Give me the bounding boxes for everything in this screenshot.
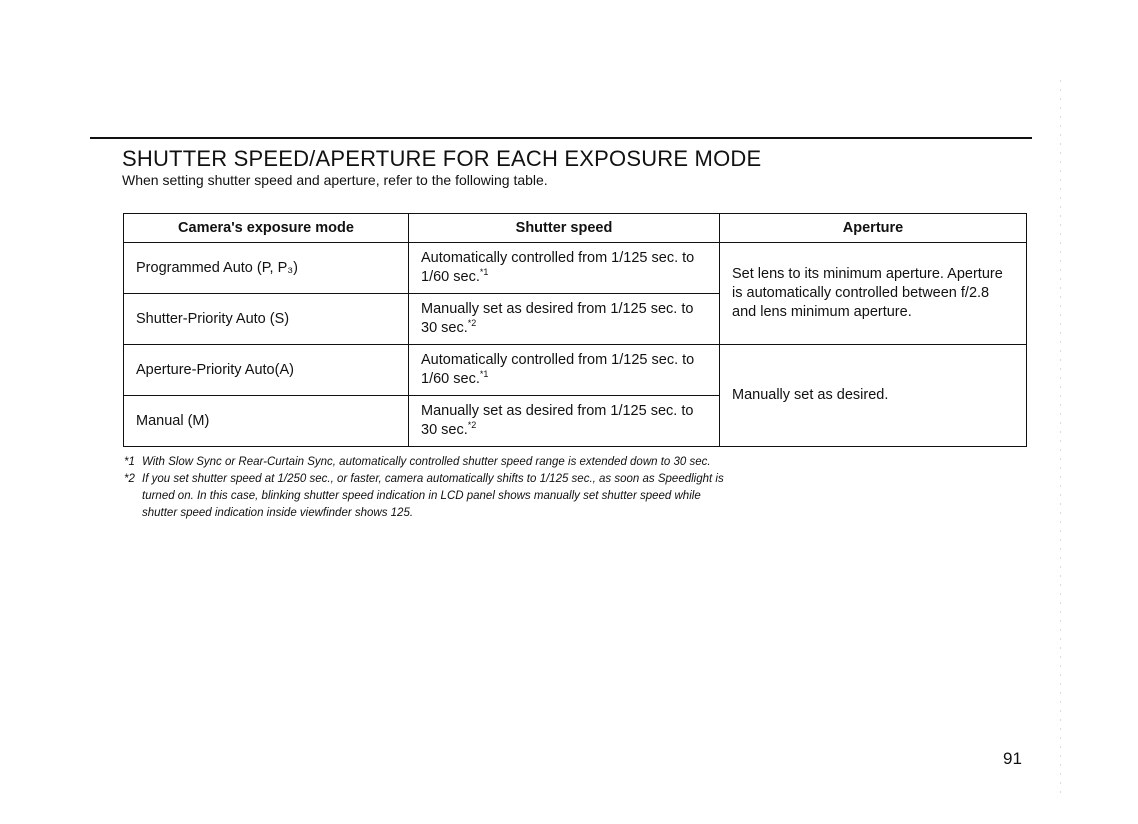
footnote <box>124 454 724 471</box>
header-mode: Camera's exposure mode <box>124 214 409 243</box>
page-subtitle: When setting shutter speed and aperture, refer to the following table. <box>122 172 548 188</box>
header-aperture: Aperture <box>720 214 1027 243</box>
footnote-ref: *1 <box>479 369 489 380</box>
shutter-cell <box>409 294 720 345</box>
shutter-cell <box>409 345 720 396</box>
shutter-cell <box>409 396 720 447</box>
footnote-mark: *2 <box>124 473 135 485</box>
exposure-mode-table <box>123 213 1027 447</box>
mode-cell: Shutter-Priority Auto (S) <box>124 294 409 345</box>
footnote-ref: *1 <box>479 267 489 278</box>
header-rule <box>90 137 1032 139</box>
shutter-text: Manually set as desired from 1/125 sec. to 30 sec. <box>421 301 694 336</box>
table-header-row <box>124 214 1027 243</box>
footnote-mark: *1 <box>124 456 135 468</box>
footnote-ref: *2 <box>467 318 477 329</box>
page-edge <box>1060 80 1061 800</box>
page-title: SHUTTER SPEED/APERTURE FOR EACH EXPOSURE MODE <box>122 146 762 171</box>
aperture-cell: Set lens to its minimum aperture. Aperture is automatically controlled between f/2.8 and lens minimum aperture. <box>720 243 1027 345</box>
footnote-ref: *2 <box>467 420 477 431</box>
shutter-cell <box>409 243 720 294</box>
shutter-text: Automatically controlled from 1/125 sec. to 1/60 sec. <box>421 352 695 387</box>
mode-cell: Programmed Auto (P, P₃) <box>124 243 409 294</box>
footnote <box>124 471 724 522</box>
page-number: 91 <box>1003 749 1022 768</box>
aperture-cell: Manually set as desired. <box>720 345 1027 447</box>
footnote-text: If you set shutter speed at 1/250 sec., or faster, camera automatically shifts to 1/125 sec., as soon as Speedlight is turned on. In this case, blinking shutter speed indication in LCD panel shows manually set shutter speed while shutter speed indication inside viewfinder shows 125. <box>142 473 724 519</box>
table-row <box>124 345 1027 396</box>
footnote-text: With Slow Sync or Rear-Curtain Sync, automatically controlled shutter speed range is extended down to 30 sec. <box>142 456 711 468</box>
shutter-text: Automatically controlled from 1/125 sec. to 1/60 sec. <box>421 250 695 285</box>
mode-cell: Manual (M) <box>124 396 409 447</box>
header-shutter: Shutter speed <box>409 214 720 243</box>
shutter-text: Manually set as desired from 1/125 sec. to 30 sec. <box>421 403 694 438</box>
footnotes <box>124 454 724 522</box>
mode-cell: Aperture-Priority Auto(A) <box>124 345 409 396</box>
table-row <box>124 243 1027 294</box>
